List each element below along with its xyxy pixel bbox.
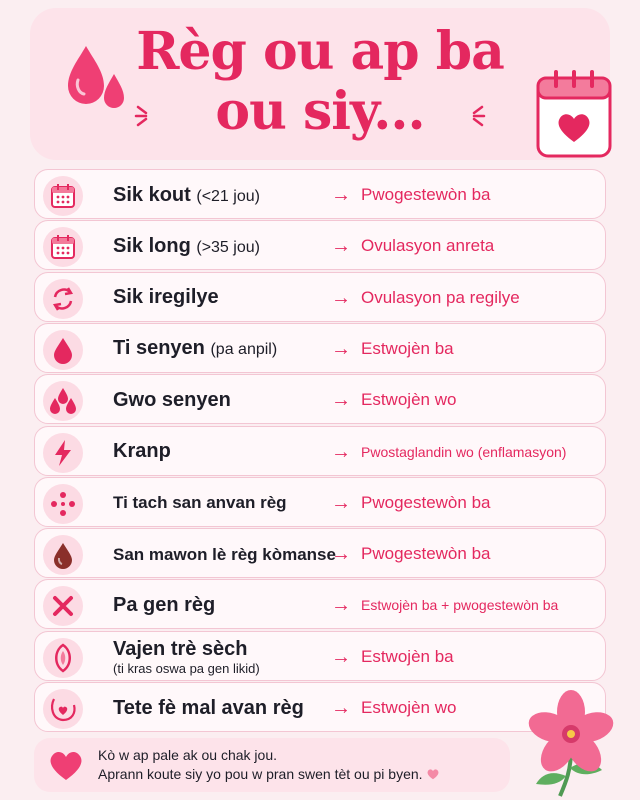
sign-row [34, 169, 606, 219]
condition-text: Ti tach san anvan règ [113, 493, 287, 513]
breast-icon [43, 689, 83, 729]
sign-row [34, 631, 606, 681]
condition-qualifier: (>35 jou) [196, 238, 260, 256]
title-line-1: Règ ou ap ba [136, 21, 504, 82]
blood-drops-icon [64, 44, 128, 116]
calendar-icon [43, 227, 83, 267]
footer-line-1: Kò w ap pale ak ou chak jou. [98, 747, 278, 763]
sign-condition [113, 375, 231, 425]
arrow-icon: → [331, 286, 351, 309]
arrow-icon: → [331, 440, 351, 463]
sign-condition [113, 221, 260, 271]
arrow-icon: → [331, 697, 351, 719]
small-heart-icon [426, 768, 440, 780]
header-banner [30, 8, 610, 160]
hormone-cause: Estwojèn ba + pwogestewòn ba [361, 597, 559, 614]
sign-row [34, 323, 606, 373]
sign-row [34, 426, 606, 476]
condition-text: Tete fè mal avan règ [113, 696, 304, 719]
drops-icon [43, 381, 83, 421]
sign-row [34, 477, 606, 527]
hormone-cause: Pwogestewòn ba [361, 185, 491, 204]
condition-text: San mawon lè règ kòmanse [113, 544, 336, 564]
calendar-heart-icon [534, 68, 616, 160]
sign-row [34, 528, 606, 578]
sign-condition [113, 683, 304, 733]
condition-text: Pa gen règ [113, 593, 216, 616]
sign-condition [113, 580, 215, 630]
hormone-cause: Ovulasyon anreta [361, 236, 495, 256]
condition-qualifier: (pa anpil) [210, 341, 278, 359]
hormone-cause: Estwojèn wo [361, 698, 457, 717]
condition-text: Sik kout [113, 183, 191, 206]
condition-text: Sik iregilye [113, 286, 219, 309]
sign-condition [113, 427, 171, 477]
hormone-cause: Pwostaglandin wo (enflamasyon) [361, 443, 567, 460]
footer-note [34, 738, 510, 792]
condition-text: Kranp [113, 440, 171, 462]
condition-text: Vajen trè sèch [113, 637, 248, 660]
hormone-cause: Ovulasyon pa regilye [361, 287, 520, 307]
arrow-icon: → [331, 235, 351, 258]
hormone-cause: Estwojèn ba [361, 646, 454, 666]
arrow-icon: → [331, 645, 351, 668]
arrow-icon: → [331, 184, 351, 206]
brown-drop-icon [43, 535, 83, 575]
sign-row [34, 220, 606, 270]
x-icon [43, 586, 83, 626]
sign-row [34, 374, 606, 424]
sign-row [34, 579, 606, 629]
hormone-cause: Pwogestewòn ba [361, 544, 491, 564]
heart-icon [48, 748, 84, 782]
sign-condition [113, 273, 219, 323]
arrow-icon: → [331, 594, 351, 617]
hormone-cause: Pwogestewòn ba [361, 492, 491, 512]
condition-qualifier: (<21 jou) [196, 187, 260, 205]
lightning-icon [43, 433, 83, 473]
sign-row [34, 272, 606, 322]
sign-condition [113, 529, 336, 579]
condition-text: Ti senyen [113, 337, 205, 360]
condition-text: Gwo senyen [113, 388, 231, 411]
sign-condition [113, 170, 260, 220]
sign-condition [113, 478, 287, 528]
calendar-icon [43, 176, 83, 216]
condition-text: Sik long [113, 234, 191, 257]
sparkle-right-icon [460, 104, 486, 128]
drop-icon [43, 330, 83, 370]
flower-icon [516, 690, 626, 798]
sign-condition [113, 324, 277, 374]
title-line-2: ou siy... [215, 81, 425, 142]
sign-condition [113, 632, 260, 682]
footer-line-2: Aprann koute siy yo pou w pran swen tèt ou pi byen. [98, 765, 440, 784]
arrow-icon: → [331, 389, 351, 412]
sparkle-left-icon [134, 104, 160, 128]
hormone-cause: Estwojèn wo [361, 390, 457, 410]
hormone-cause: Estwojèn ba [361, 338, 454, 358]
cycle-arrows-icon [43, 279, 83, 319]
arrow-icon: → [331, 543, 351, 566]
dots-icon [43, 484, 83, 524]
arrow-icon: → [331, 337, 351, 360]
vulva-icon [43, 638, 83, 678]
condition-subtext: (ti kras oswa pa gen likid) [113, 660, 260, 676]
arrow-icon: → [331, 491, 351, 514]
